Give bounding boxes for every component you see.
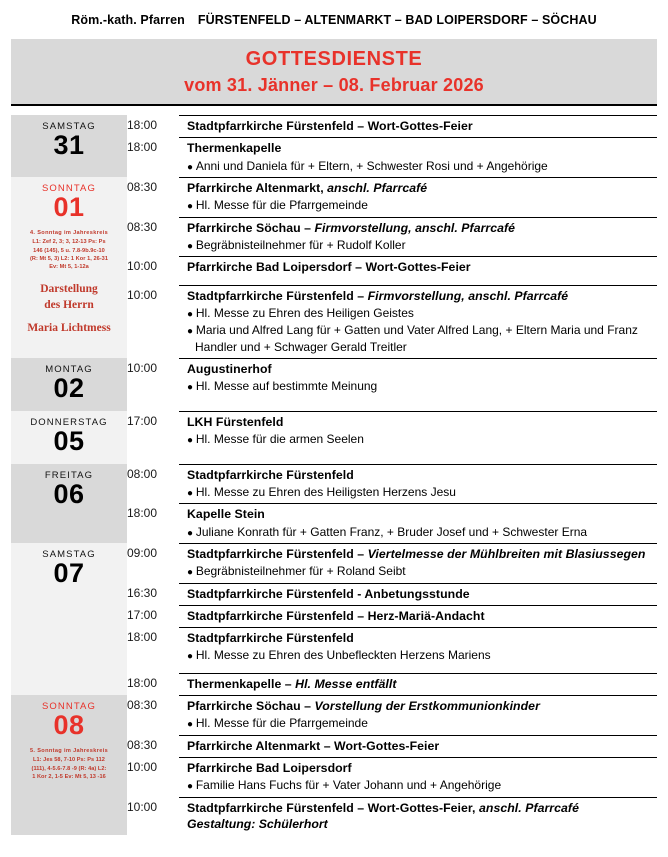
- day-cell-05: [11, 411, 127, 464]
- event-row: [127, 797, 657, 835]
- day-number: 06: [53, 478, 85, 509]
- event-row: [127, 605, 657, 627]
- day-cell-02: [11, 358, 127, 411]
- event-time: 18:00: [127, 140, 158, 155]
- event-title: Kapelle Stein: [187, 507, 265, 522]
- event-intention: ● Familie Hans Fuchs für + Vater Johann und + Angehörige: [187, 778, 502, 793]
- event-title: Thermenkapelle: [187, 141, 282, 156]
- event-title: LKH Fürstenfeld: [187, 414, 284, 429]
- event-time: 08:30: [127, 219, 158, 234]
- event-intention: ● Hl. Messe zu Ehren des Heiligsten Herzens Jesu: [187, 484, 456, 499]
- event-time: 18:00: [127, 506, 158, 521]
- event-row: [127, 673, 657, 695]
- bullet-icon: ●: [187, 326, 196, 338]
- event-body: [179, 503, 657, 543]
- event-time: 10:00: [127, 799, 158, 814]
- day-events: [127, 358, 657, 411]
- event-row: [127, 627, 657, 667]
- event-title: Stadtpfarrkirche Fürstenfeld: [187, 631, 354, 646]
- headline-title: GOTTESDIENSTE: [245, 48, 423, 70]
- day-of-week-label: SAMSTAG: [42, 549, 96, 560]
- day-group: [11, 695, 657, 835]
- feast-name-line: Maria Lichtmess: [27, 322, 111, 335]
- liturgical-readings-title: 5. Sonntag im Jahreskreis: [29, 747, 109, 754]
- event-body: [179, 464, 657, 504]
- event-body: [179, 411, 657, 451]
- event-title: Stadtpfarrkirche Fürstenfeld – Wort-Gottes-Feier: [187, 119, 473, 134]
- event-row: [127, 177, 657, 217]
- event-row: [127, 285, 657, 358]
- bullet-icon: ●: [187, 240, 196, 252]
- event-body: [179, 256, 657, 278]
- event-time: 18:00: [127, 630, 158, 645]
- liturgical-readings-title: 4. Sonntag im Jahreskreis: [29, 229, 109, 236]
- headline-daterange: vom 31. Jänner – 08. Februar 2026: [184, 74, 484, 95]
- event-title-emphasis: Vorstellung der Erstkommunionkinder: [314, 699, 540, 714]
- liturgical-readings-line: L1: Jes 58, 7-10 Ps: Ps 112: [33, 757, 105, 764]
- event-time: 18:00: [127, 675, 158, 690]
- event-title: Stadtpfarrkirche Fürstenfeld – Firmvorstellung, anschl. Pfarrcafé: [187, 288, 569, 303]
- event-body: [179, 797, 657, 835]
- event-time: 08:30: [127, 698, 158, 713]
- event-title: Pfarrkirche Söchau – Firmvorstellung, anschl. Pfarrcafé: [187, 220, 516, 235]
- event-body: [179, 735, 657, 757]
- bullet-icon: ●: [187, 781, 196, 793]
- event-row: [127, 115, 657, 137]
- event-body: [179, 217, 657, 257]
- event-time: 18:00: [127, 118, 158, 133]
- bullet-icon: ●: [187, 567, 196, 579]
- masthead-left-label: Röm.-kath. Pfarren: [71, 13, 185, 27]
- event-intention: ● Hl. Messe zu Ehren des Heiligen Geistes: [187, 305, 414, 320]
- event-time: 17:00: [127, 413, 158, 428]
- event-title: Augustinerhof: [187, 362, 272, 377]
- day-number: 08: [53, 710, 85, 741]
- day-cell-06: [11, 464, 127, 543]
- event-row: [127, 137, 657, 177]
- event-title: Pfarrkirche Altenmarkt, anschl. Pfarrcafé: [187, 181, 428, 196]
- bullet-icon: ●: [187, 527, 196, 539]
- event-row: [127, 358, 657, 398]
- event-title-emphasis: Viertelmesse der Mühlbreiten mit Blasiussegen: [367, 547, 646, 561]
- day-events: [127, 464, 657, 543]
- event-intention: ● Hl. Messe zu Ehren des Unbefleckten Herzens Mariens: [187, 648, 491, 663]
- day-number: 31: [53, 130, 85, 161]
- event-intention: ● Anni und Daniela für + Eltern, + Schwester Rosi und + Angehörige: [187, 158, 548, 173]
- event-time: 16:30: [127, 585, 158, 600]
- event-title-emphasis: Firmvorstellung, anschl. Pfarrcafé: [367, 288, 569, 303]
- event-row: [127, 256, 657, 278]
- event-intention: ● Maria und Alfred Lang für + Gatten und Vater Alfred Lang, + Eltern Maria und Franz Handler und + Schwager Gerald Treitler: [187, 323, 638, 354]
- day-cell-07: [11, 543, 127, 695]
- feast-name-line: des Herrn: [44, 299, 94, 312]
- event-row: [127, 464, 657, 504]
- event-body: [179, 543, 657, 583]
- event-intention: ● Begräbnisteilnehmer für + Roland Seibt: [187, 564, 406, 579]
- event-row: [127, 217, 657, 257]
- liturgical-readings-line: (R: Mt 5, 3) L2: 1 Kor 1, 26-31: [29, 255, 109, 262]
- day-number: 05: [53, 426, 85, 457]
- event-title-emphasis: anschl. Pfarrcafé: [479, 800, 579, 815]
- day-of-week-label: SONNTAG: [42, 701, 96, 713]
- day-group: [11, 464, 657, 543]
- event-time: 08:30: [127, 737, 158, 752]
- event-title: Stadtpfarrkirche Fürstenfeld - Anbetungsstunde: [187, 586, 470, 601]
- bullet-icon: ●: [187, 435, 196, 447]
- liturgical-readings-line: (111), 4-5.6-7.8 -9 (R: 4a) L2:: [31, 765, 107, 772]
- day-group: [11, 411, 657, 464]
- bullet-icon: ●: [187, 719, 196, 731]
- day-group: [11, 177, 657, 358]
- day-of-week-label: SAMSTAG: [42, 121, 96, 133]
- event-row: [127, 695, 657, 735]
- event-title-emphasis: anschl. Pfarrcafé: [327, 181, 428, 196]
- event-body: [179, 627, 657, 667]
- bullet-icon: ●: [187, 308, 196, 320]
- masthead: [0, 0, 668, 27]
- day-events: [127, 543, 657, 695]
- feast-name: [14, 281, 124, 337]
- day-number: 07: [53, 558, 85, 589]
- day-events: [127, 177, 657, 358]
- event-time: 10:00: [127, 259, 158, 274]
- event-row: [127, 735, 657, 757]
- day-group: [11, 358, 657, 411]
- event-title: Pfarrkirche Bad Loipersdorf – Wort-Gottes-Feier: [187, 260, 471, 275]
- event-body: [179, 757, 657, 797]
- event-intention: ● Juliane Konrath für + Gatten Franz, + Bruder Josef und + Schwester Erna: [187, 524, 588, 539]
- day-cell-08: [11, 695, 127, 835]
- bullet-icon: ●: [187, 161, 196, 173]
- event-title: Pfarrkirche Altenmarkt – Wort-Gottes-Feier: [187, 738, 440, 753]
- event-title: Thermenkapelle – Hl. Messe entfällt: [187, 676, 397, 691]
- event-intention: ● Hl. Messe für die Pfarrgemeinde: [187, 198, 368, 213]
- event-title: Stadtpfarrkirche Fürstenfeld – Viertelmesse der Mühlbreiten mit Blasiussegen: [187, 547, 646, 561]
- day-cell-01: [11, 177, 127, 358]
- day-group: [11, 543, 657, 695]
- event-row: [127, 503, 657, 543]
- event-body: [179, 177, 657, 217]
- feast-name-line: Darstellung: [40, 282, 98, 295]
- event-title-emphasis: Firmvorstellung, anschl. Pfarrcafé: [314, 220, 516, 235]
- event-intention: ● Hl. Messe für die Pfarrgemeinde: [187, 716, 368, 731]
- event-time: 08:00: [127, 466, 158, 481]
- day-events: [127, 695, 657, 835]
- liturgical-readings: [14, 747, 124, 782]
- day-cell-31: [11, 115, 127, 177]
- event-title: Pfarrkirche Söchau – Vorstellung der Erstkommunionkinder: [187, 699, 540, 714]
- event-title: Pfarrkirche Bad Loipersdorf: [187, 761, 352, 776]
- liturgical-readings-line: L1: Zef 2, 3; 3, 12-13 Ps: Ps: [32, 239, 106, 246]
- liturgical-readings-line: 146 (145), 5 u. 7.8-9b.9c-10: [33, 247, 105, 254]
- day-number: 02: [53, 373, 85, 404]
- day-number: 01: [53, 192, 85, 223]
- event-title: Stadtpfarrkirche Fürstenfeld – Herz-Mariä-Andacht: [187, 608, 485, 623]
- event-body: [179, 285, 657, 358]
- event-body: [179, 583, 657, 605]
- headline-band: [11, 39, 657, 106]
- event-body: [179, 695, 657, 735]
- event-time: 10:00: [127, 287, 158, 302]
- day-group: [11, 115, 657, 177]
- masthead-parishes-label: FÜRSTENFELD – ALTENMARKT – BAD LOIPERSDORF – SÖCHAU: [197, 13, 597, 27]
- event-time: 08:30: [127, 180, 158, 195]
- day-events: [127, 115, 657, 177]
- day-of-week-label: DONNERSTAG: [30, 416, 108, 428]
- liturgical-readings-line: 1 Kor 2, 1-5 Ev: Mt 5, 13 -16: [32, 774, 106, 780]
- event-time: 10:00: [127, 760, 158, 775]
- schedule-table: [11, 115, 657, 835]
- event-title-emphasis: Hl. Messe entfällt: [295, 676, 397, 691]
- day-events: [127, 411, 657, 464]
- event-body: [179, 605, 657, 627]
- bullet-icon: ●: [187, 201, 196, 213]
- bullet-icon: ●: [187, 651, 196, 663]
- event-time: 10:00: [127, 361, 158, 376]
- day-of-week-label: MONTAG: [45, 364, 93, 376]
- event-title: Stadtpfarrkirche Fürstenfeld: [187, 467, 354, 482]
- event-row: [127, 583, 657, 605]
- event-body: [179, 137, 657, 177]
- event-intention: ● Hl. Messe auf bestimmte Meinung: [187, 379, 378, 394]
- liturgical-readings: [14, 229, 124, 272]
- event-row: [127, 757, 657, 797]
- event-subtitle-italic: Gestaltung: Schülerhort: [187, 816, 328, 831]
- bullet-icon: ●: [187, 382, 196, 394]
- event-time: 09:00: [127, 546, 158, 560]
- event-row: [127, 411, 657, 451]
- liturgical-readings-line: Ev: Mt 5, 1-12a: [49, 264, 89, 271]
- event-title: Stadtpfarrkirche Fürstenfeld – Wort-Gottes-Feier, anschl. Pfarrcafé: [187, 800, 579, 815]
- event-row: [127, 543, 657, 583]
- event-intention: ● Hl. Messe für die armen Seelen: [187, 432, 364, 447]
- event-body: [179, 115, 657, 137]
- day-of-week-label: FREITAG: [44, 469, 94, 481]
- event-body: [179, 673, 657, 695]
- event-intention: ● Begräbnisteilnehmer für + Rudolf Koller: [187, 237, 406, 252]
- event-body: [179, 358, 657, 398]
- event-time: 17:00: [127, 607, 158, 622]
- day-of-week-label: SONNTAG: [42, 183, 96, 195]
- bullet-icon: ●: [187, 487, 196, 499]
